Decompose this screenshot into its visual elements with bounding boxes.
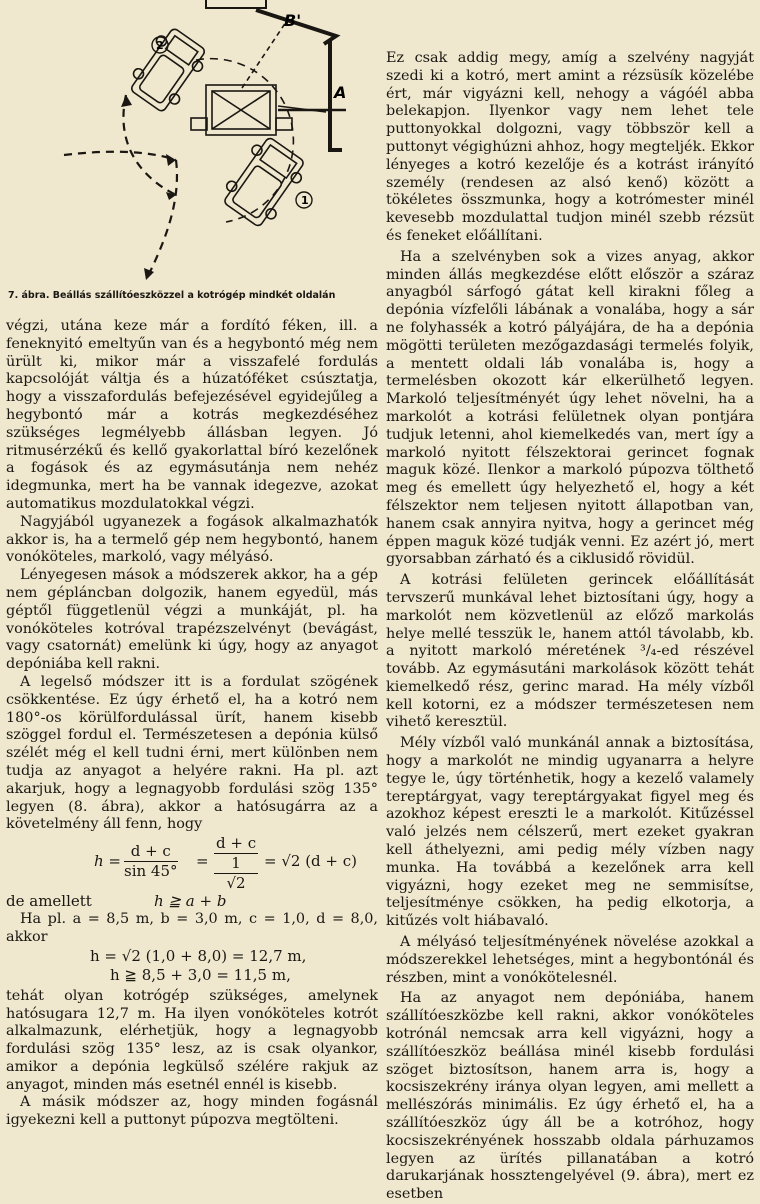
right-column xyxy=(386,0,754,1204)
figure-7 xyxy=(6,0,378,312)
position-2-label: 2 xyxy=(156,39,164,52)
right-paragraph-5: A mélyásó teljesítményének növelése azokkal a módszerekkel lehetséges, mint a hegybontónál és részben, mint a vonókötelesnél. xyxy=(386,934,754,986)
amellett-line xyxy=(6,892,378,911)
amellett-expr: h ≧ a + b xyxy=(154,892,227,911)
position-1-label: 1 xyxy=(301,194,309,207)
left-paragraph-5: tehát olyan kotrógép szükséges, amelynek hatósugara 12,7 m. Ha ilyen vonóköteles kotrót alkalmazunk, elérhetjük, hogy a legnagyobb fordulási szög 135° lesz, az is csak olyankor, amikor a depónia legkülső szélére rakjuk az anyagot, minden más esetnél ennél is kisebb. xyxy=(6,987,378,1093)
right-paragraph-2: Ha a szelvényben sok a vizes anyag, akkor minden állás megkezdése előtt először a száraz anyagból sárfogó gátat kell kirakni főleg a depónia vízfelőli lábának a vonalába, hogy a sár ne folyhassék a kotró pályájára, de ha a depónia mögötti területen mezőgazdasági termelés folyik, a mentett oldali láb vonalába is, hogy a termelésben okozott kár elkerülhető legyen. Markoló teljesítményét úgy lehet növelni, ha a markolót a kotrási felületnek olyan pontjára tudjuk letenni, ahol kiemelkedés van, mert így a markoló nyitott félszektorai gerincet fognak maguk közé. Ilenkor a markoló púpozva tölthető meg és emellett úgy helyezhető el, hogy a két félszektor nem teljesen nyitott állapotban van, hanem csak annyira nyitva, hogy a gerincet még éppen maguk közé tudják venni. Ez azért jó, mert gyorsabban zárható és a ciklusidő rövidül. xyxy=(386,248,754,568)
formula-h xyxy=(6,834,378,892)
formula-frac1 xyxy=(124,842,178,881)
amellett-text: de amellett xyxy=(6,892,92,911)
figure-caption: 7. ábra. Beállás szállítóeszközzel a kotrógép mindkét oldalán xyxy=(8,290,336,301)
equation-b xyxy=(6,966,378,985)
point-a-label: A xyxy=(334,83,347,102)
left-paragraph-4: A legelső módszer itt is a fordulat szögének csökkentése. Ez úgy érhető el, ha a kotró nem 180°-os körülfordulással ürít, hanem kisebb szöggel fordul el. Természetesen a depónia külső szélét még el kell tudni érni, mert különben nem tudja az anyagot a helyére rakni. Ha pl. azt akarjuk, hogy a legnagyobb fordulási szög 135° legyen (8. ábra), akkor a hatósugárra az a követelmény áll fenn, hogy xyxy=(6,673,378,833)
formula-frac2-den-num: 1 xyxy=(214,854,258,874)
formula-frac2 xyxy=(214,834,258,893)
figure-7-diagram xyxy=(6,0,378,290)
left-column xyxy=(6,0,378,1130)
formula-frac1-num: d + c xyxy=(124,842,178,862)
formula-rhs: = √2 (d + c) xyxy=(264,852,358,871)
formula-frac2-num: d + c xyxy=(216,834,257,853)
right-paragraph-3: A kotrási felületen gerincek előállítását tervszerű munkával lehet biztosítani úgy, hogy a markolót nem közvetlenül az előző markolás helye mellé tesszük le, hanem attól távolabb, kb. a nyitott markoló méretének ³/₄-ed részével tovább. Az egymásutáni markolások között tehát kiemelkedő rész, gerinc marad. Ha mély vízből kell kotorni, ez a módszer természetesen nem vihető keresztül. xyxy=(386,572,754,731)
left-paragraph-1: végzi, utána keze már a fordító féken, ill. a feneknyitó emeltyűn van és a hegybontó még nem ürült ki, mikor már a visszafelé fordulás kapcsolóját váltja és a húzatóféket csúsztatja, hogy a visszafordulás befejezésével egyidejűleg a hegybontó már a kotrás megkezdéséhez szükséges legmélyebb állásban legyen. Jó ritmusérzékű és kellő gyakorlattal bíró kezelőnek a fogások és az egymásutánja nem nehéz idegmunka, mert ha be vannak idegezve, azokat automatikus mozdulatokkal végzi. xyxy=(6,318,378,512)
left-paragraph-6: A másik módszer az, hogy minden fogásnál igyekezni kell a puttonyt púpozva megtölteni. xyxy=(6,1094,378,1129)
right-paragraph-4: Mély vízből való munkánál annak a biztosítása, hogy a markolót ne mindig ugyanarra a helyre tegye le, úgy történhetik, hogy a kezelő valamely tereptárgyat, vagy tereptárgyakat figyel meg és azokhoz képest ereszti le a markolót. Kitűzéssel való jelzés nem célszerű, mert ezeket gyakran kell áthelyezni, ami pedig mély vízben nagy munka. Ha továbbá a kezelőnek arra kell vigyázni, hogy ezeket meg ne semmisítse, teljesítménye csökken, ha pedig elkotorja, a kitűzés volt hiábavaló. xyxy=(386,735,754,930)
formula-lhs: h = xyxy=(94,852,121,871)
point-b-label: B' xyxy=(284,11,302,30)
right-paragraph-1: Ez csak addig megy, amíg a szelvény nagyját szedi ki a kotró, mert amint a rézsüsík közelébe ért, már vigyázni kell, nehogy a vágóél abba belekapjon. Ilyenkor vagy nem lehet tele puttonyokkal dolgozni, vagy többször kell a puttonyt végighúzni ahhoz, hogy megteljék. Ekkor lényeges a kotró kezelője és a kotrást irányító személy (rendesen az alsó kenő) között a tökéletes összmunka, hogy a kotrómester minél kevesebb mozdulattal tudjon minél szebb rézsüt és feneket előállítani. xyxy=(386,50,754,244)
left-paragraph-3: Lényegesen mások a módszerek akkor, ha a gép nem gépláncban dolgozik, hanem egyedül, más géptől függetlenül végzi a munkáját, pl. ha vonóköteles kotróval trapézszelvényt (bevágást, vagy csatornát) emelünk ki úgy, hogy az anyagot depóniába kell rakni. xyxy=(6,567,378,673)
equation-b-text: h ≧ 8,5 + 3,0 = 11,5 m, xyxy=(110,965,291,984)
formula-frac2-den-den: √2 xyxy=(226,874,246,893)
right-paragraph-6: Ha az anyagot nem depóniába, hanem szállítóeszközbe kell rakni, akkor vonóköteles kotrónál nemcsak arra kell vigyázni, hogy a szállítóeszköz beállása minél kisebb fordulási szöget biztosítson, hanem arra is, hogy a kocsiszekrény iránya olyan legyen, ami mellett a mellészórás minimális. Ez úgy érhető el, ha a szállítóeszköz úgy áll be a kotróhoz, hogy kocsiszekrényének hosszabb oldala párhuzamos legyen az ürítés pillanatában a kotró darukarjának hossztengelyével (9. ábra), mert ez esetben xyxy=(386,990,754,1203)
example-intro: Ha pl. a = 8,5 m, b = 3,0 m, c = 1,0, d = 8,0, akkor xyxy=(6,911,378,945)
equation-a xyxy=(6,947,378,966)
equation-a-text: h = √2 (1,0 + 8,0) = 12,7 m, xyxy=(90,946,307,965)
formula-frac1-den: sin 45° xyxy=(124,862,178,881)
left-paragraph-2: Nagyjából ugyanezek a fogások alkalmazhatók akkor is, ha a termelő gép nem hegybontó, hanem vonóköteles, markoló, vagy mélyásó. xyxy=(6,513,378,566)
formula-eq1: = xyxy=(196,852,209,871)
